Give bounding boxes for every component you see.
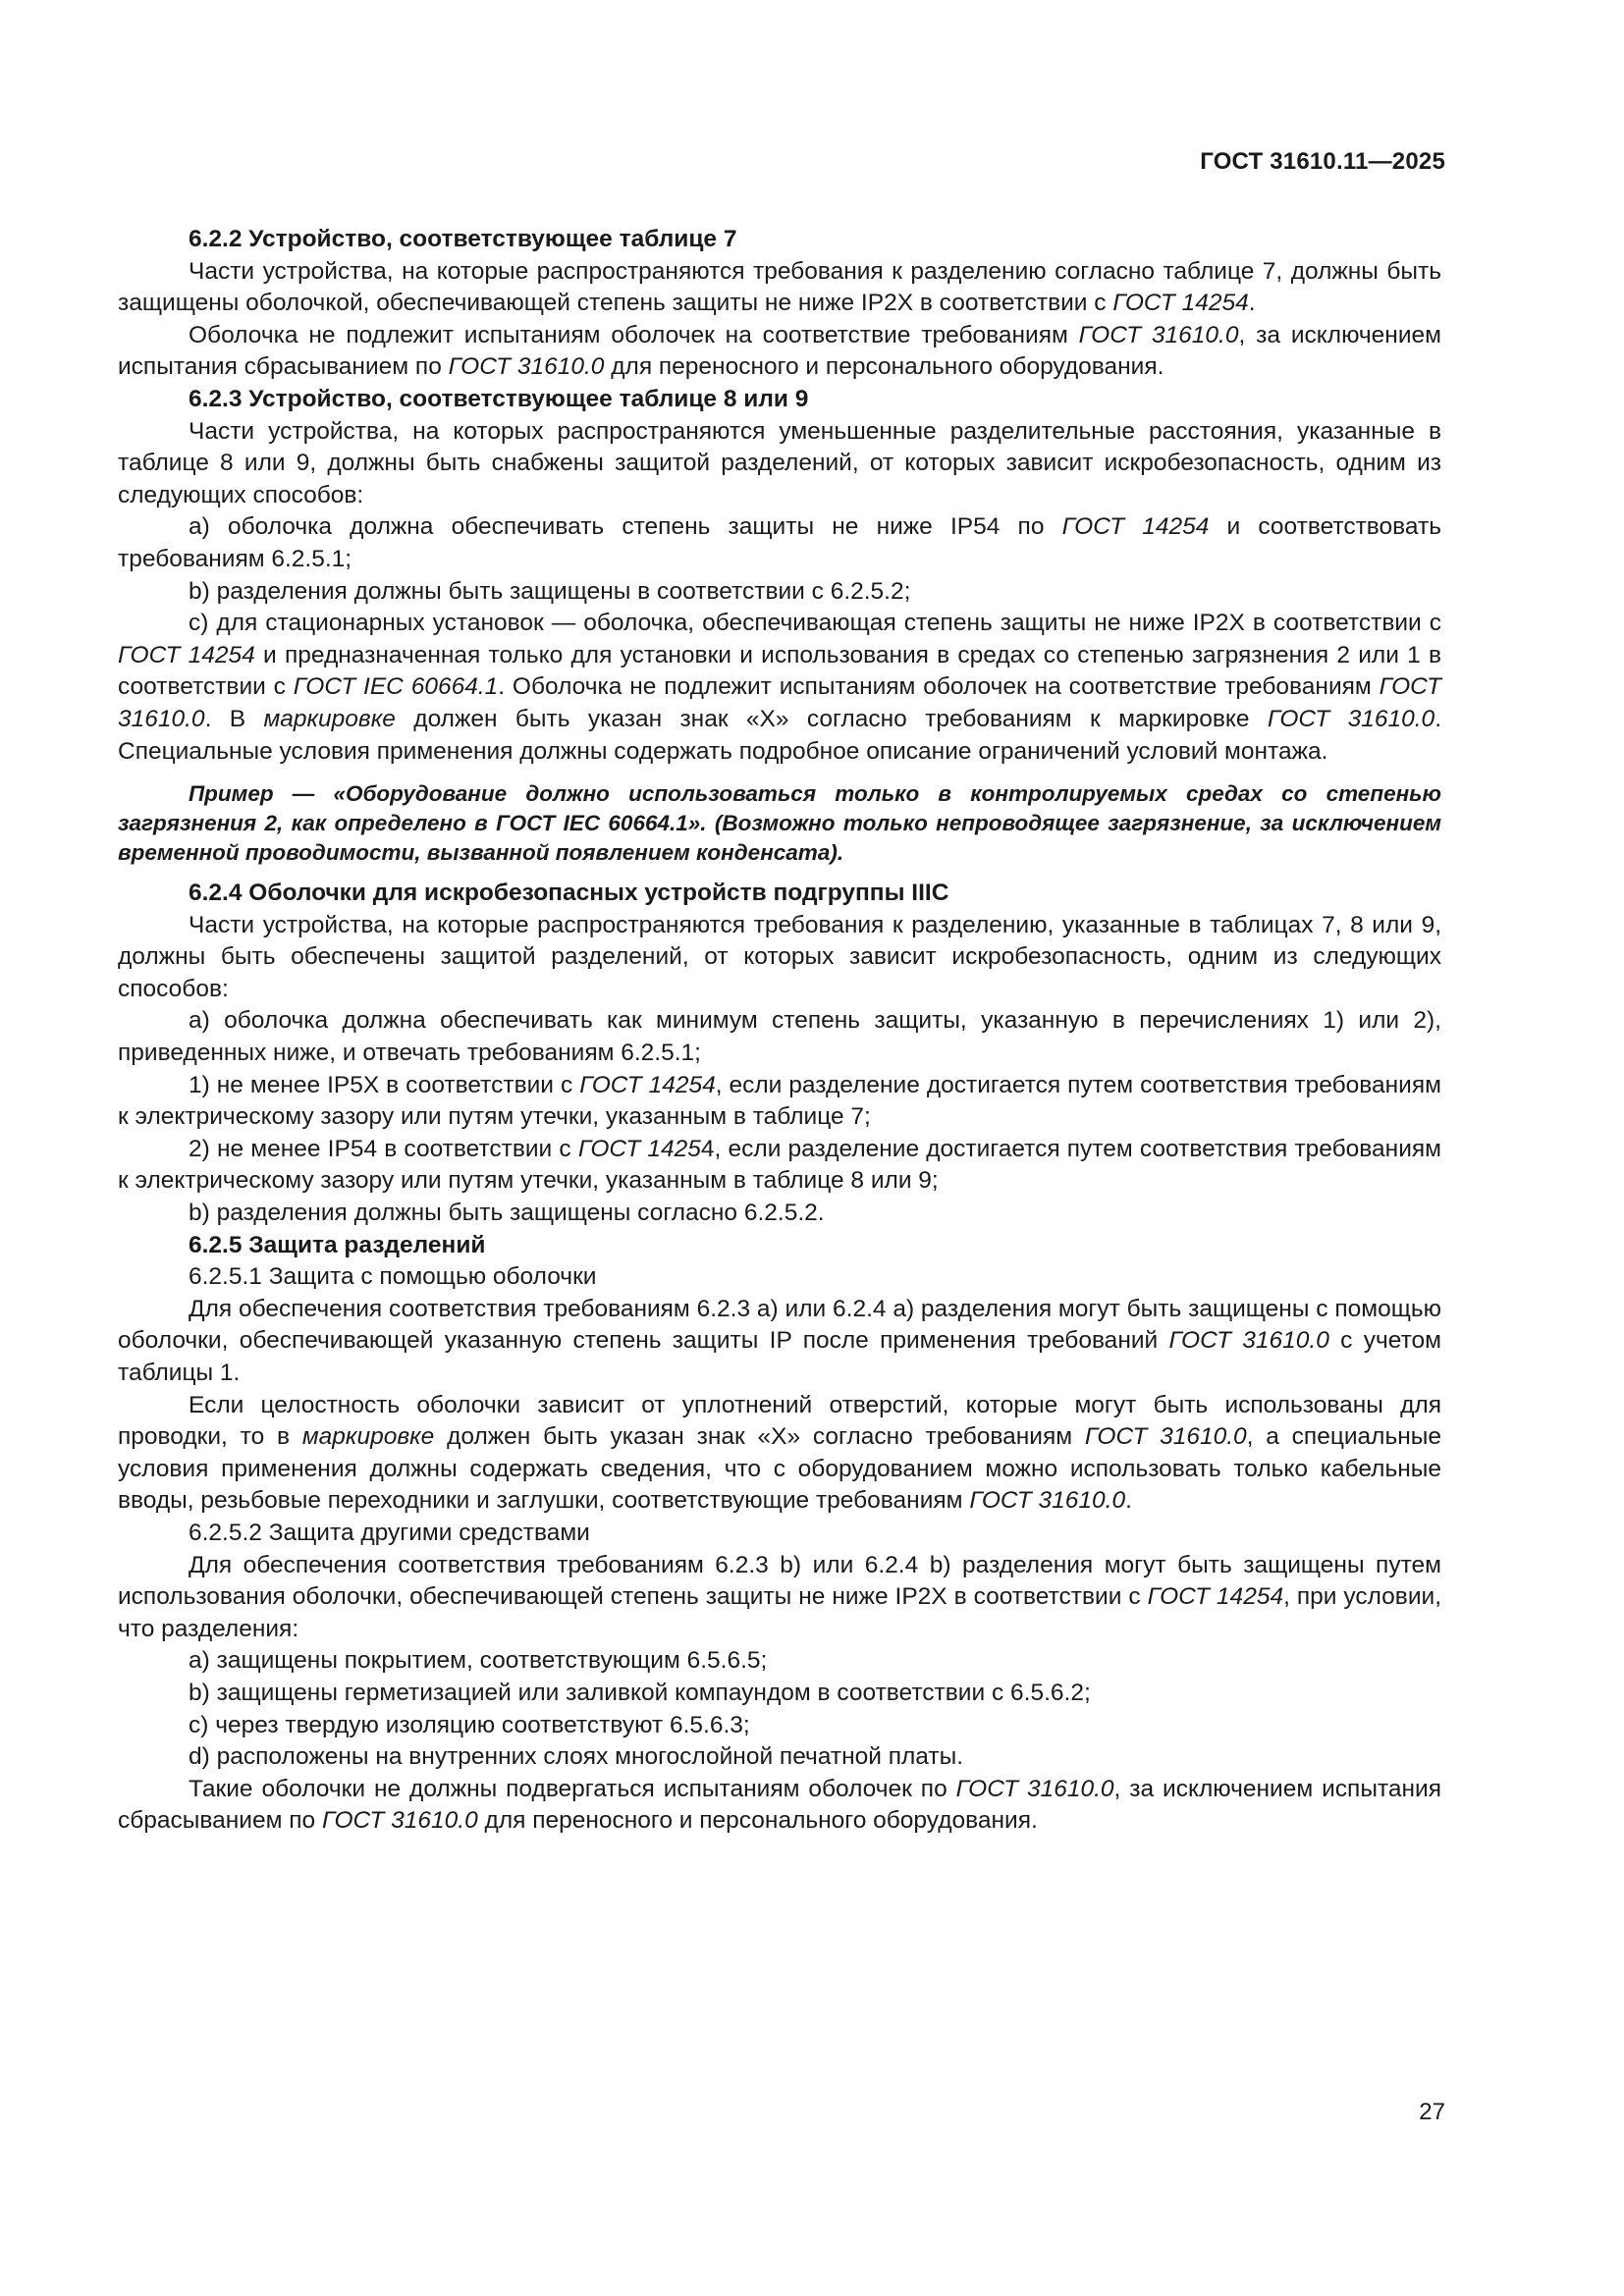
standard-reference: ГОСТ 1425	[577, 1135, 701, 1162]
subsection-title: 6.2.5.1 Защита с помощью оболочки	[189, 1263, 597, 1291]
paragraph: Такие оболочки не должны подвергаться испытаниям оболочек по ГОСТ 31610.0, за исключением испытания сбрасыванием по ГОСТ 31610.0 для переносного и персонального оборудования.	[118, 1775, 1441, 1835]
paragraph: Оболочка не подлежит испытаниям оболочек на соответствие требованиям ГОСТ 31610.0, за исключением испытания сбрасыванием по ГОСТ 31610.0 для переносного и персонального оборудования.	[118, 321, 1441, 381]
emphasis: маркировке	[263, 705, 396, 732]
paragraph: Части устройства, на которые распространяются требования к разделению согласно таблице 7, должны быть защищены оболочкой, обеспечивающей степень защиты не ниже IP2X в соответствии с ГОСТ 14254.	[118, 257, 1441, 317]
paragraph: Для обеспечения соответствия требованиям 6.2.3 a) или 6.2.4 a) разделения могут быть защищены с помощью оболочки, обеспечивающей указанную степень защиты IP после применения требований ГОСТ 31610.0 с учетом таблицы 1.	[118, 1295, 1441, 1386]
standard-reference: ГОСТ 31610.0	[118, 673, 1442, 732]
standard-reference: ГОСТ 31610.0	[448, 353, 605, 381]
standard-reference: ГОСТ 31610.0	[1267, 705, 1435, 732]
list-item: a) оболочка должна обеспечивать как минимум степень защиты, указанную в перечислениях 1) или 2), приведенных ниже, и отвечать требованиям 6.2.5.1;	[118, 1007, 1441, 1067]
list-item: b) защищены герметизацией или заливкой компаундом в соответствии с 6.5.6.2;	[189, 1679, 1091, 1706]
standard-reference: ГОСТ 14254	[579, 1071, 716, 1098]
standard-reference: ГОСТ 31610.0	[1084, 1423, 1247, 1451]
list-item: b) разделения должны быть защищены в соответствии с 6.2.5.2;	[189, 577, 911, 605]
list-item: a) защищены покрытием, соответствующим 6.5.6.5;	[189, 1647, 768, 1675]
list-item: 1) не менее IP5X в соответствии с ГОСТ 14254, если разделение достигается путем соответствия требованиям к электрическому зазору или путям утечки, указанным в таблице 7;	[118, 1071, 1441, 1131]
standard-reference: ГОСТ 14254	[1112, 290, 1249, 317]
section-heading-6-2-2: 6.2.2 Устройство, соответствующее таблице 7	[189, 226, 737, 252]
section-heading-6-2-3: 6.2.3 Устройство, соответствующее таблице 8 или 9	[189, 385, 809, 412]
section-heading-6-2-4: 6.2.4 Оболочки для искробезопасных устройств подгруппы IIIC	[189, 880, 949, 907]
paragraph: Части устройства, на которых распространяются уменьшенные разделительные расстояния, указанные в таблице 8 или 9, должны быть снабжены защитой разделений, от которых зависит искробезопасность, одним из следующих способов:	[118, 417, 1441, 508]
emphasis: маркировке	[301, 1423, 435, 1451]
standard-reference: ГОСТ 14254	[1147, 1583, 1284, 1611]
list-item: c) для стационарных установок — оболочка, обеспечивающая степень защиты не ниже IP2X в соответствии с ГОСТ 14254 и предназначенная только для установки и использования в средах со степенью загрязнения 2 или 1 в соответствии с ГОСТ IEC 60664.1. Оболочка не подлежит испытаниям оболочек на соответствие требованиям ГОСТ 31610.0. В маркировке должен быть указан знак «X» согласно требованиям к маркировке ГОСТ 31610.0. Специальные условия применения должны содержать подробное описание ограничений условий монтажа.	[118, 610, 1442, 765]
page-number: 27	[1419, 2099, 1445, 2125]
section-heading-6-2-5: 6.2.5 Защита разделений	[189, 1231, 486, 1258]
list-item: b) разделения должны быть защищены согласно 6.2.5.2.	[189, 1200, 825, 1227]
standard-reference: ГОСТ 14254	[1061, 513, 1210, 541]
standard-reference: ГОСТ 31610.0	[955, 1775, 1114, 1802]
subsection-title: 6.2.5.2 Защита другими средствами	[189, 1519, 590, 1546]
standard-reference: ГОСТ 31610.0	[1168, 1327, 1329, 1355]
paragraph: Для обеспечения соответствия требованиям 6.2.3 b) или 6.2.4 b) разделения могут быть защищены путем использования оболочки, обеспечивающей степень защиты не ниже IP2X в соответствии с ГОСТ 14254, при условии, что разделения:	[118, 1551, 1441, 1642]
document-header: ГОСТ 31610.11—2025	[1200, 148, 1445, 175]
paragraph: Если целостность оболочки зависит от уплотнений отверстий, которые могут быть использованы для проводки, то в маркировке должен быть указан знак «X» согласно требованиям ГОСТ 31610.0, а специальные условия применения должны содержать сведения, что с оборудованием можно использовать только кабельные вводы, резьбовые переходники и заглушки, соответствующие требованиям ГОСТ 31610.0.	[118, 1391, 1441, 1515]
list-item: 2) не менее IP54 в соответствии с ГОСТ 14254, если разделение достигается путем соответствия требованиям к электрическому зазору или путям утечки, указанным в таблице 8 или 9;	[118, 1135, 1441, 1195]
example-note: Пример — «Оборудование должно использоваться только в контролируемых средах со степенью загрязнения 2, как определено в ГОСТ IEC 60664.1». (Возможно только непроводящее загрязнение, за исключением временной проводимости, вызванной появлением конденсата).	[118, 781, 1441, 866]
standard-reference: ГОСТ 31610.0	[321, 1807, 478, 1835]
standard-reference: ГОСТ IEC 60664.1	[293, 673, 499, 701]
list-item: c) через твердую изоляцию соответствуют 6.5.6.3;	[189, 1711, 750, 1738]
list-item: a) оболочка должна обеспечивать степень защиты не ниже IP54 по ГОСТ 14254 и соответствовать требованиям 6.2.5.1;	[118, 513, 1441, 572]
standard-reference: ГОСТ 14254	[118, 641, 255, 668]
document-body	[118, 224, 1441, 1838]
standard-reference: ГОСТ 31610.0	[969, 1487, 1126, 1515]
paragraph: Части устройства, на которые распространяются требования к разделению, указанные в таблицах 7, 8 или 9, должны быть обеспечены защитой разделений, от которых зависит искробезопасность, одним из следующих способов:	[118, 911, 1441, 1002]
list-item: d) расположены на внутренних слоях многослойной печатной платы.	[189, 1743, 964, 1771]
standard-reference: ГОСТ 31610.0	[1078, 321, 1239, 348]
